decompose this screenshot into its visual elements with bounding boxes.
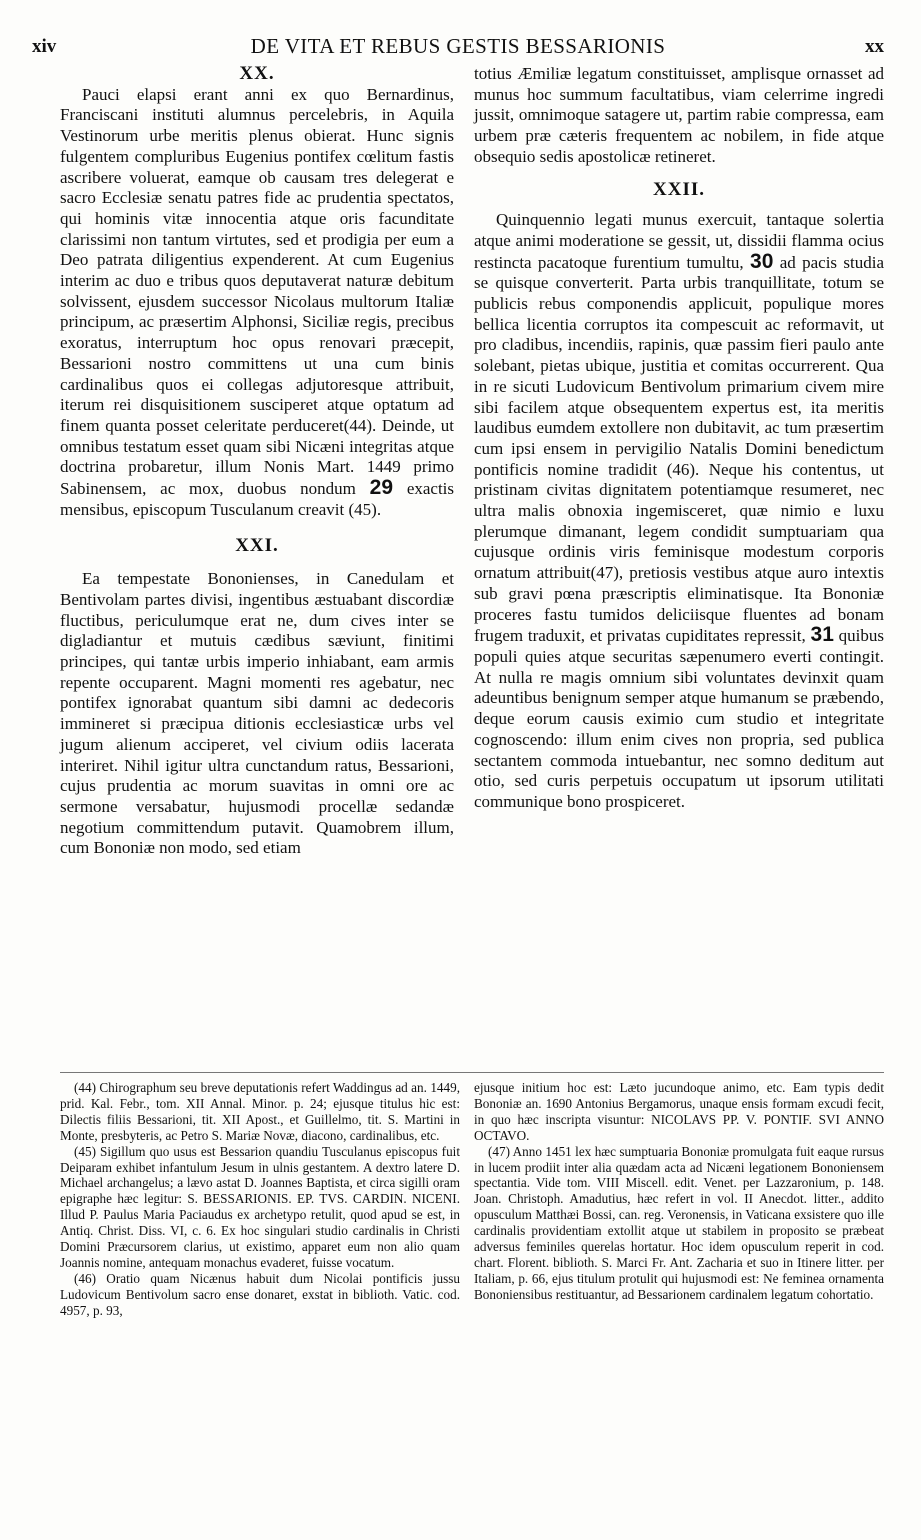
section-title-xxi: XXI. — [235, 535, 279, 557]
footnote-44: (44) Chirographum seu breve deputationis refert Waddingus ad an. 1449, prid. Kal. Febr., tom. XII Annal. Minor. p. 24; ejusque titulus hic est: Dilectis filiis Bessarioni, tit. XII Apost., et Guillelmo, tit. S. Martini in Monte, presbyteris, ac Petro S. Mariæ Novæ, diacono, cardinalibus, etc. — [60, 1080, 460, 1143]
section-xxii-text-b: ad pacis studia se quisque converterit. Parta urbis tranquillitate, totum se publicis rebus componendis applicuit, populique mores bellica licentia corruptos ita compescuit ac reformavit, ut pro cladibus, incendiis, rapinis, quæ passim fieri paulo ante solebant, pietas ubique, justitia et comitas occurrerent. Qua in re sicuti Ludovicum Bentivolum primarium civem mire sibi facilem atque obsequentem expertus est, ita meritis laudibus eumdem extollere non dubitavit, ac tum præsertim cum ipsi ensem in pervigilio Natalis Domini benedictum pontificis nomine tradidit (46). Neque his contentus, ut pristinam civitas dignitatem potentiamque resumeret, nec ultra malis obnoxia ingemisceret, quæ nimio e luxu plerumque dimanant, legem condidit sumptuariam qua cujusque ordinis viris feminisque modestum corporis ornatum attribuit(47), pretiosis vestibus atque auro intextis sub gravi pœna præscriptis eliminatisque. Ita Bononiæ proceres fastu tumidos deliciisque fluentes ad bonam frugem traduxit, et privatas cupiditates repressit, — [474, 252, 884, 646]
section-xx-text: Pauci elapsi erant anni ex quo Bernardinus, Franciscani instituti alumnus percelebris, in Aquila Vestinorum urbe meritis plenus obierat. Hunc signis fulgentem compluribus Eugenius pontifex cœlitum fastis ascribere voluerat, eamque ob causam tres delegerat e sacro Ecclesiæ senatu patres fide ac prudentia spectatos, qui hominis vitæ innocentia atque oris facunditate clarissimi non tantum virtutes, sed et prodigia per eum a Deo patrata diligentius expenderent. At cum Eugenius interim ac duo e tribus quos deputaverat naturæ debitum solvissent, ejusdem successor Nicolaus multorum Italiæ principum, ac præsertim Alphonsi, Siciliæ regis, precibus exoratus, interruptum hoc opus renovari præcepit, Bessarioni nostro committens ut una cum binis cardinalibus quos ei collegas adjutoresque attribuit, iterum rei disquisitionem susciperet atque optatum ad finem quanta posset celeritate perduceret(44). Deinde, ut omnibus testatum esset quam sibi Nicæni integritas atque doctrina probaretur, illum Nonis Mart. 1449 primo Sabinensem, ac mox, duobus nondum — [60, 84, 454, 499]
running-title: DE VITA ET REBUS GESTIS BESSARIONIS — [250, 34, 666, 58]
footnotes-right — [474, 1080, 884, 1303]
footnote-divider — [60, 1072, 884, 1073]
page-number-left: xiv — [32, 36, 57, 57]
page-marker-30: 30 — [750, 249, 774, 273]
section-xx-end: exactis mensibus, episcopum Tusculanum creavit (45). — [60, 479, 455, 519]
left-column — [60, 64, 454, 859]
footnotes-left — [60, 1080, 460, 1319]
right-column — [474, 64, 884, 813]
running-header — [32, 34, 884, 62]
section-xxii-text-a: Quinquennio legati munus exercuit, tantaque solertia atque animi moderatione se gessit, ut, dissidii flamma ocius restincta pacatoque furentium tumultu, — [474, 210, 884, 272]
section-xxi-paragraph: Ea tempestate Bononienses, in Canedulam et Bentivolam partes divisi, ingentibus æstuabant discordiæ fluctibus, periculumque erat ne, dum cives inter se digladiantur et mutuis cædibus sæviunt, finitimi principes, qui tantæ urbis imperio inhiabant, eam armis repente occuparent. Magni momenti res agebatur, nec pontifex ignorabat quantum sibi damni ac dedecoris immineret si præcipua ditionis ecclesiasticæ urbs vel jugum alienum acciperet, vel civium odiis lacerata interiret. Nihil igitur ultra cunctandum ratus, Bessarioni, cujus prudentia ac morum suavitas in omni ore ac sermone versabatur, hujusmodi procellæ sedandæ negotium committendum putavit. Quamobrem illum, cum Bononiæ non modo, sed etiam — [60, 569, 454, 858]
page-number-right: xx — [865, 36, 884, 57]
section-xxii-paragraph — [474, 210, 884, 812]
page-marker-29: 29 — [369, 476, 394, 500]
page-marker-31: 31 — [810, 623, 834, 647]
section-title-xxii: XXII. — [653, 178, 705, 200]
continuation-paragraph: totius Æmiliæ legatum constituisset, amplisque ornasset ad munus hoc summum facultatibus, viam celerrime ingredi jussit, omnimoque satagere ut, partim rabie compressa, eam urbem præ cæteris frequentem ac nobilem, in fide atque obsequio sedis apostolicæ retineret. — [474, 64, 884, 166]
section-xx-paragraph — [60, 85, 454, 521]
footnote-46: (46) Oratio quam Nicænus habuit dum Nicolai pontificis jussu Ludovicum Bentivolum sacro ense donaret, exstat in biblioth. Vatic. cod. 4957, p. 93, — [60, 1270, 460, 1318]
footnote-45: (45) Sigillum quo usus est Bessarion quandiu Tusculanus episcopus fuit Deiparam exhibet infantulum Jesum in ulnis gestantem. A dextro latere D. Michael archangelus; a lævo astat D. Joannes Baptista, et circa sigilli oram epigraphe hæc legitur: S. BESSARIONIS. EP. TVS. CARDIN. NICENI. Illud P. Paulus Maria Paciaudus ex archetypo retulit, quod apud se est, in Antiq. Christ. Diss. VI, c. 6. Ex hoc singulari studio cardinalis in Christi Domini Præcursorem clarius, ut existimo, apparet eum non alio quam Joannis nomine, antequam monachus evaderet, fuisse vocatum. — [60, 1143, 460, 1270]
footnote-46-continued: ejusque initium hoc est: Læto jucundoque animo, etc. Eam typis dedit Bononiæ an. 1690 Antonius Bergamorus, unaque ensis formam excudi fecit, in quo hæc inscripta visuntur: NICOLAVS PP. V. PONTIF. SVI ANNO OCTAVO. — [474, 1080, 884, 1143]
section-title-xx: XX. — [239, 63, 275, 84]
footnote-47: (47) Anno 1451 lex hæc sumptuaria Bononiæ promulgata fuit eaque rursus in lucem prodiit inter alia quædam acta ad Nicæni legationem Bononiensem spectantia. Vide tom. VIII Miscell. edit. Venet. per Lazzaronium, p. 148. Joan. Christoph. Amadutius, hæc refert in vol. II Anecdot. litter., addito opusculum Matthæi Bossi, can. reg. Veronensis, in Vaticana exsistere quo ille cardinalis providentiam extollit atque ut stabilem in proposito se præbeat adversus feminiles querelas hortatur. Hoc idem opusculum reperit in cod. chart. Florent. biblioth. S. Marci Fr. Ant. Zacharia et suo in Itinere litter. per Italiam, p. 66, ejus titulum protulit qui hujusmodi est: Ne feminea ornamenta Bononiensibus restituantur, ad Bessarionem cardinalem legatum cohortatio. — [474, 1143, 884, 1302]
section-xxii-text-c: quibus populi quies atque securitas sæpenumero everti contingit. At nulla re magis omnium sibi voluntates devinxit quam adeuntibus benignum semper atque humanum se præbendo, deque eorum causis eximio cum studio et integritate cognoscendo: illum enim cives non propria, sed publica sectantem commoda intuebantur, nec somno deditum aut otio, sed curis perpetuis occupatum ut ipsorum utilitati communique bono prospiceret. — [474, 626, 885, 811]
